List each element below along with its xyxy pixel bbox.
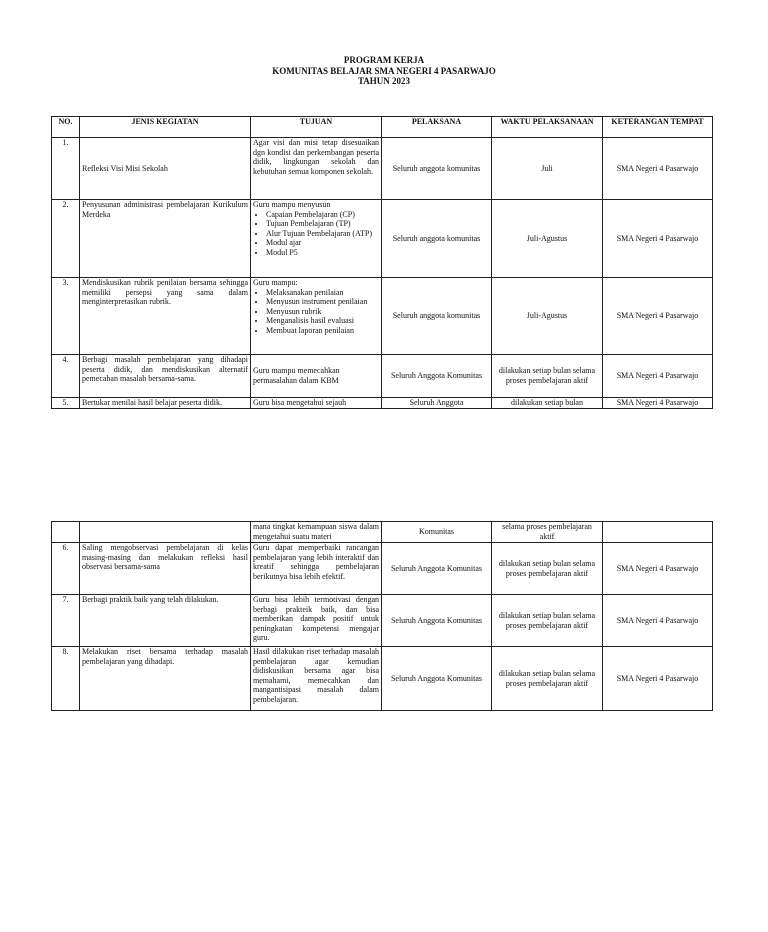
- tempat-cell: SMA Negeri 4 Pasarwajo: [603, 278, 713, 355]
- kegiatan-cell: Saling mengobservasi pembelajaran di kelas masing-masing dan melakukan refleksi hasil observasi bersama-sama: [80, 543, 251, 595]
- tempat-cell: SMA Negeri 4 Pasarwajo: [603, 647, 713, 711]
- table-row: [52, 355, 713, 398]
- waktu-cell: selama proses pembelajaran aktif: [492, 522, 603, 543]
- kegiatan-cell: [80, 522, 251, 543]
- list-item: • Alur Tujuan Pembelajaran (ATP): [266, 229, 379, 239]
- waktu-cell: Juli: [492, 138, 603, 200]
- table-row: [52, 522, 713, 543]
- kegiatan-cell: Bertukar menilai hasil belajar peserta didik.: [80, 398, 251, 409]
- tempat-cell: SMA Negeri 4 Pasarwajo: [603, 398, 713, 409]
- list-item: • Capaian Pembelajaran (CP): [266, 210, 379, 220]
- tempat-cell: SMA Negeri 4 Pasarwajo: [603, 200, 713, 278]
- waktu-cell: Juli-Agustus: [492, 200, 603, 278]
- tujuan-cell: [251, 200, 382, 278]
- header-pelaksana: PELAKSANA: [382, 117, 492, 138]
- header-tujuan: TUJUAN: [251, 117, 382, 138]
- tujuan-cell: Guru bisa mengetahui sejauh: [251, 398, 382, 409]
- list-item: • Modul P5: [266, 248, 379, 258]
- work-program-table-page-1: [51, 116, 713, 409]
- tujuan-cell: Guru dapat memperbaiki rancangan pembelajaran yang lebih interaktif dan kreatif sehingga pembelajaran berikutnya bisa lebih efektif.: [251, 543, 382, 595]
- tujuan-cell: Agar visi dan misi tetap disesuaikan dgn kondisi dan perkembangan peserta didik, lingkungan sekolah dan kebutuhan semua komponen sekolah.: [251, 138, 382, 200]
- row-number: 1.: [52, 138, 80, 200]
- waktu-cell: Juli-Agustus: [492, 278, 603, 355]
- row-number: 2.: [52, 200, 80, 278]
- work-program-table-page-2: [51, 521, 713, 711]
- list-item: • Menyusun instrument penilaian: [266, 297, 379, 307]
- tujuan-cell: Guru bisa lebih termotivasi dengan berbagi prakteik baik, dan bisa memberikan dampak positif untuk peningkatan kompetensi mengajar guru.: [251, 595, 382, 647]
- pelaksana-cell: Seluruh anggota komunitas: [382, 278, 492, 355]
- header-jenis-kegiatan: JENIS KEGIATAN: [80, 117, 251, 138]
- table-header-row: [52, 117, 713, 138]
- tujuan-intro: Guru mampu:: [253, 278, 298, 287]
- kegiatan-text: Berbagi masalah pembelajaran yang dihadapi peserta didik, dan mendiskusikan alternatif pemecahan masalah bersama-sama.: [82, 355, 248, 384]
- kegiatan-cell: Mendiskusikan rubrik penilaian bersama sehingga memiliki persepsi yang sama dalam menginterpretasikan rubrik.: [80, 278, 251, 355]
- kegiatan-cell: Berbagi praktik baik yang telah dilakukan.: [80, 595, 251, 647]
- header-no: NO.: [52, 117, 80, 138]
- tempat-cell: SMA Negeri 4 Pasarwajo: [603, 543, 713, 595]
- pelaksana-cell: Seluruh Anggota Komunitas: [382, 355, 492, 398]
- row-number: 7.: [52, 595, 80, 647]
- list-item: • Membuat laporan penilaian: [266, 326, 379, 336]
- row-number: 5.: [52, 398, 80, 409]
- header-waktu-pelaksanaan: WAKTU PELAKSANAAN: [492, 117, 603, 138]
- list-item: • Modul ajar: [266, 238, 379, 248]
- tujuan-list: [253, 210, 379, 258]
- tujuan-cell: Hasil dilakukan riset terhadap masalah pembelajaran agar kemudian didiskusikan bersama agar bisa memahami, memecahkan dan mangantisipasi masalah dalam pembelajaran.: [251, 647, 382, 711]
- pelaksana-cell: Seluruh anggota komunitas: [382, 138, 492, 200]
- waktu-cell: dilakukan setiap bulan: [492, 398, 603, 409]
- table-row: [52, 278, 713, 355]
- row-number: 4.: [52, 355, 80, 398]
- tujuan-cell: [251, 278, 382, 355]
- tujuan-cell: mana tingkat kemampuan siswa dalam mengetahui suatu materi: [251, 522, 382, 543]
- row-number: 6.: [52, 543, 80, 595]
- pelaksana-cell: Komunitas: [382, 522, 492, 543]
- tempat-cell: SMA Negeri 4 Pasarwajo: [603, 355, 713, 398]
- title-line-3: TAHUN 2023: [357, 76, 411, 86]
- waktu-cell: dilakukan setiap bulan selama proses pembelajaran aktif: [492, 355, 603, 398]
- tujuan-list: [253, 288, 379, 336]
- header-keterangan-tempat: KETERANGAN TEMPAT: [603, 117, 713, 138]
- list-item: • Menganalisis hasil evaluasi: [266, 316, 379, 326]
- pelaksana-cell: Seluruh Anggota Komunitas: [382, 595, 492, 647]
- kegiatan-cell: Melakukan riset bersama terhadap masalah pembelajaran yang dihadapi.: [80, 647, 251, 711]
- pelaksana-cell: Seluruh Anggota Komunitas: [382, 543, 492, 595]
- row-number: 8.: [52, 647, 80, 711]
- table-row: [52, 595, 713, 647]
- kegiatan-cell: Penyusunan administrasi pembelajaran Kurikulum Merdeka: [80, 200, 251, 278]
- waktu-cell: dilakukan setiap bulan selama proses pembelajaran aktif: [492, 595, 603, 647]
- pelaksana-cell: Seluruh anggota komunitas: [382, 200, 492, 278]
- list-item: • Menyusun rubrik: [266, 307, 379, 317]
- table-row: [52, 200, 713, 278]
- list-item: • Tujuan Pembelajaran (TP): [266, 219, 379, 229]
- row-number: [52, 522, 80, 543]
- title-line-1: PROGRAM KERJA: [343, 55, 425, 65]
- table-row: [52, 647, 713, 711]
- waktu-cell: dilakukan setiap bulan selama proses pembelajaran aktif: [492, 647, 603, 711]
- tempat-cell: SMA Negeri 4 Pasarwajo: [603, 138, 713, 200]
- list-item: • Melaksanakan penilaian: [266, 288, 379, 298]
- pelaksana-cell: Seluruh Anggota Komunitas: [382, 647, 492, 711]
- row-number: 3.: [52, 278, 80, 355]
- tujuan-cell: Guru mampu memecahkan permasalahan dalam KBM: [251, 355, 382, 398]
- title-line-2: KOMUNITAS BELAJAR SMA NEGERI 4 PASARWAJO: [272, 65, 496, 76]
- kegiatan-cell: Refleksi Visi Misi Sekolah: [80, 138, 251, 200]
- tempat-cell: SMA Negeri 4 Pasarwajo: [603, 595, 713, 647]
- table-row: [52, 398, 713, 409]
- tempat-cell: [603, 522, 713, 543]
- table-row: [52, 543, 713, 595]
- table-row: [52, 138, 713, 200]
- kegiatan-cell: [80, 355, 251, 398]
- waktu-cell: dilakukan setiap bulan selama proses pembelajaran aktif: [492, 543, 603, 595]
- document-title: [0, 55, 768, 87]
- pelaksana-cell: Seluruh Anggota: [382, 398, 492, 409]
- tujuan-intro: Guru mampu menyusun: [253, 200, 331, 209]
